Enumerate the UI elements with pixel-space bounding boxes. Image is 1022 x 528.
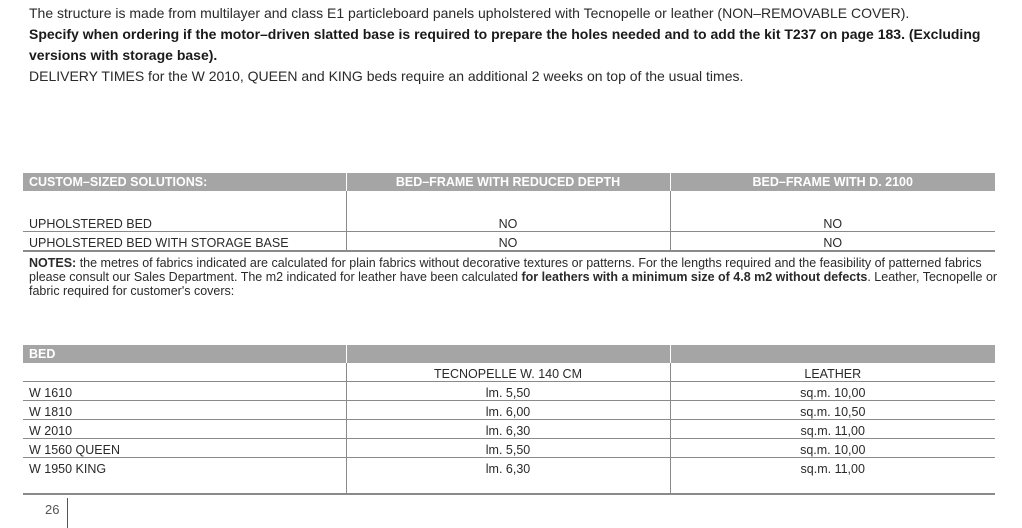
table-cell: NO [670, 213, 995, 232]
table-cell: UPHOLSTERED BED WITH STORAGE BASE [23, 232, 346, 252]
table-cell: lm. 6,30 [346, 420, 670, 439]
table-cell: sq.m. 10,00 [670, 382, 995, 401]
notes-text-end: . Leather, Tecnopelle or fabric required for customer's covers: [29, 270, 998, 298]
table-cell: UPHOLSTERED BED [29, 217, 152, 231]
notes-text: the metres of fabrics indicated are calculated for plain fabrics without decorative textures or patterns. For the lengths required and the feasibility of patterned fabrics please consult our Sales Department. The m2 indicated for leather have been calculated [29, 256, 982, 284]
table-subheader-row [23, 363, 995, 382]
table-empty-row [23, 476, 995, 494]
table-cell: NO [346, 232, 670, 252]
table-cell: sq.m. 10,50 [670, 401, 995, 420]
column-header: BED–FRAME WITH REDUCED DEPTH [346, 173, 670, 191]
intro-text [29, 3, 1009, 87]
intro-line-delivery: DELIVERY TIMES for the W 2010, QUEEN and KING beds require an additional 2 weeks on top of the usual times. [29, 68, 744, 84]
page-divider [67, 498, 68, 528]
table-header-row [23, 173, 995, 191]
table-row [23, 213, 995, 232]
page-number: 26 [45, 502, 60, 517]
table-cell: W 2010 [23, 420, 346, 439]
subheader-cell [23, 363, 346, 382]
column-header: CUSTOM–SIZED SOLUTIONS: [23, 173, 346, 191]
table-row [23, 382, 995, 401]
subheader-cell: TECNOPELLE W. 140 CM [346, 363, 670, 382]
table-cell: NO [670, 232, 995, 252]
table-row [23, 439, 995, 458]
table-spacer-row [23, 191, 995, 213]
table-cell: sq.m. 11,00 [670, 420, 995, 439]
table-cell: NO [346, 213, 670, 232]
table-cell: W 1950 KING [23, 458, 346, 477]
table-cell: sq.m. 10,00 [670, 439, 995, 458]
notes-label: NOTES: [29, 256, 77, 270]
intro-line-structure: The structure is made from multilayer and class E1 particleboard panels upholstered with Tecnopelle or leather (NON–REMOVABLE COVER). [29, 5, 910, 21]
table-cell: lm. 6,30 [346, 458, 670, 477]
subheader-cell: LEATHER [670, 363, 995, 382]
table-row [23, 232, 995, 252]
custom-sized-table [23, 173, 995, 252]
table-cell: W 1610 [23, 382, 346, 401]
column-header [670, 345, 995, 363]
table-cell: lm. 5,50 [346, 439, 670, 458]
notes-bold-text: for leathers with a minimum size of 4.8 m2 without defects [521, 270, 868, 284]
table-cell: lm. 6,00 [346, 401, 670, 420]
table-row [23, 458, 995, 477]
notes-paragraph [29, 256, 999, 298]
table-cell: W 1560 QUEEN [23, 439, 346, 458]
table-cell: lm. 5,50 [346, 382, 670, 401]
intro-line-motor-base: Specify when ordering if the motor–driven slatted base is required to prepare the holes needed and to add the kit T237 on page 183. (Excluding versions with storage base). [29, 26, 981, 63]
column-header [346, 345, 670, 363]
table-cell: sq.m. 11,00 [670, 458, 995, 477]
table-row [23, 401, 995, 420]
column-header: BED–FRAME WITH D. 2100 [670, 173, 995, 191]
bed-table [23, 345, 995, 495]
table-cell: W 1810 [23, 401, 346, 420]
table-row [23, 420, 995, 439]
column-header: BED [23, 345, 346, 363]
table-header-row [23, 345, 995, 363]
